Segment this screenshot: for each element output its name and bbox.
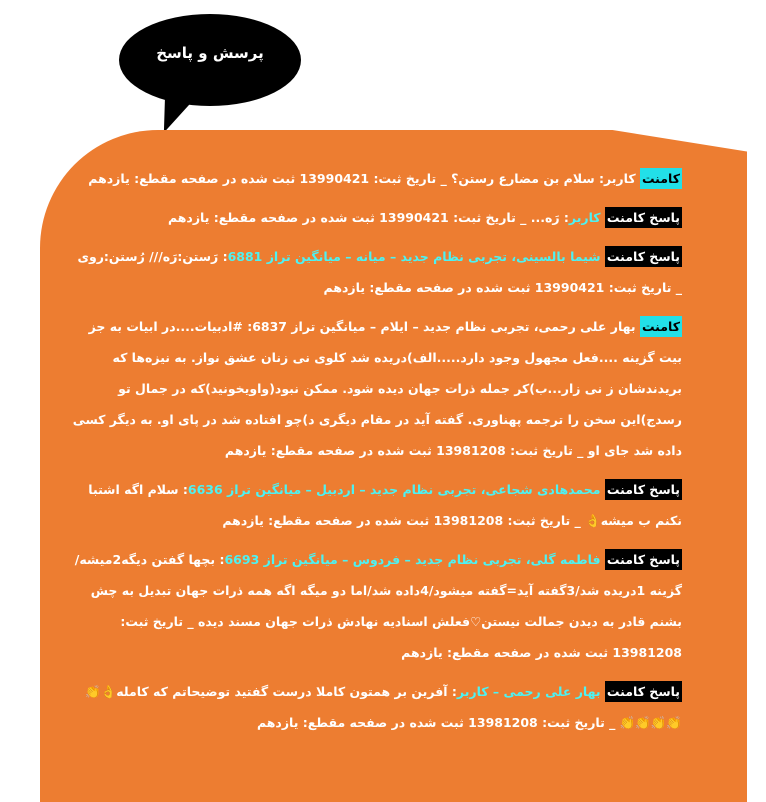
reply-author[interactable]: بهار علی رحمی – کاربر: [456, 684, 601, 699]
reply-entry: [72, 202, 682, 233]
reply-tag: پاسخ کامنت: [605, 246, 682, 267]
reply-text: : آفرین بر همتون کاملا درست گفتید توضیحاتم که کامله👌👏👏👏👏👏 _ تاریخ ثبت: 13981208 ثبت شده در صفحه مقطع: یازدهم: [85, 684, 682, 730]
comment-tag: کامنت: [640, 168, 682, 189]
comment-entry: [72, 311, 682, 466]
reply-tag: پاسخ کامنت: [605, 207, 682, 228]
page-title: پرسش و پاسخ: [156, 44, 264, 62]
reply-text: : بچها گفتن دیگه2میشه/گزینه 1دریده شد/3گفته آید=گفته میشود/4داده شد/اما دو میگه اگه همه ذرات جهان تبدیل به چش بشنم قادر به دیدن جمالت نیستن♡فعلش اسنادیه نهادش ذرات جهان مسند دیده _ تاریخ ثبت: 13981208 ثبت شده در صفحه مقطع: یازدهم: [74, 552, 682, 660]
comment-text: بهار علی رحمی، تجربی نظام جدید – ایلام – میانگین تراز 6837: #ادبیات....در ابیات به جز بیت گزینه ....فعل مجهول وجود دارد.....الف)دریده شد کلوی نی زنان عشق نواز. به نیزه‌ها که بریدندشان ز نی زار...ب)کر جمله ذرات جهان دیده شود. ممکن نبود(واویخونید)که در جمال تو رسدج)این سخن را ترجمه پهناوری. گفته آید در مقام دیگری د)چو افتاده شد در پای او. به دیگر کسی داده شد جای او _ تاریخ ثبت: 13981208 ثبت شده در صفحه مقطع: یازدهم: [72, 319, 682, 458]
reply-tag: پاسخ کامنت: [605, 479, 682, 500]
reply-text: : سلام اگه اشتبا نکنم ب میشه👌 _ تاریخ ثبت: 13981208 ثبت شده در صفحه مقطع: یازدهم: [88, 482, 682, 528]
reply-author[interactable]: شیما بالسینی، تجربی نظام جدید – میانه – میانگین تراز 6881: [227, 249, 601, 264]
reply-author[interactable]: محمدهادی شجاعی، تجربی نظام جدید – اردبیل – میانگین تراز 6636: [187, 482, 601, 497]
comments-list: [72, 163, 682, 746]
reply-author[interactable]: کاربر: [568, 210, 601, 225]
reply-tag: پاسخ کامنت: [605, 681, 682, 702]
reply-author[interactable]: فاطمه گلی، تجربی نظام جدید – فردوس – میانگین تراز 6693: [224, 552, 601, 567]
panel-corner-cut: [600, 128, 750, 152]
reply-text: : رَستن:رَه/// رُستن:روی _ تاریخ ثبت: 13990421 ثبت شده در صفحه مقطع: یازدهم: [77, 249, 682, 295]
comment-text: کاربر: سلام بن مضارع رستن؟ _ تاریخ ثبت: 13990421 ثبت شده در صفحه مقطع: یازدهم: [88, 171, 636, 186]
reply-entry: [72, 474, 682, 536]
reply-entry: [72, 544, 682, 668]
reply-entry: [72, 676, 682, 738]
reply-tag: پاسخ کامنت: [605, 549, 682, 570]
reply-text: : رَه... _ تاریخ ثبت: 13990421 ثبت شده در صفحه مقطع: یازدهم: [167, 210, 569, 225]
comment-tag: کامنت: [640, 316, 682, 337]
reply-entry: [72, 241, 682, 303]
comment-entry: [72, 163, 682, 194]
